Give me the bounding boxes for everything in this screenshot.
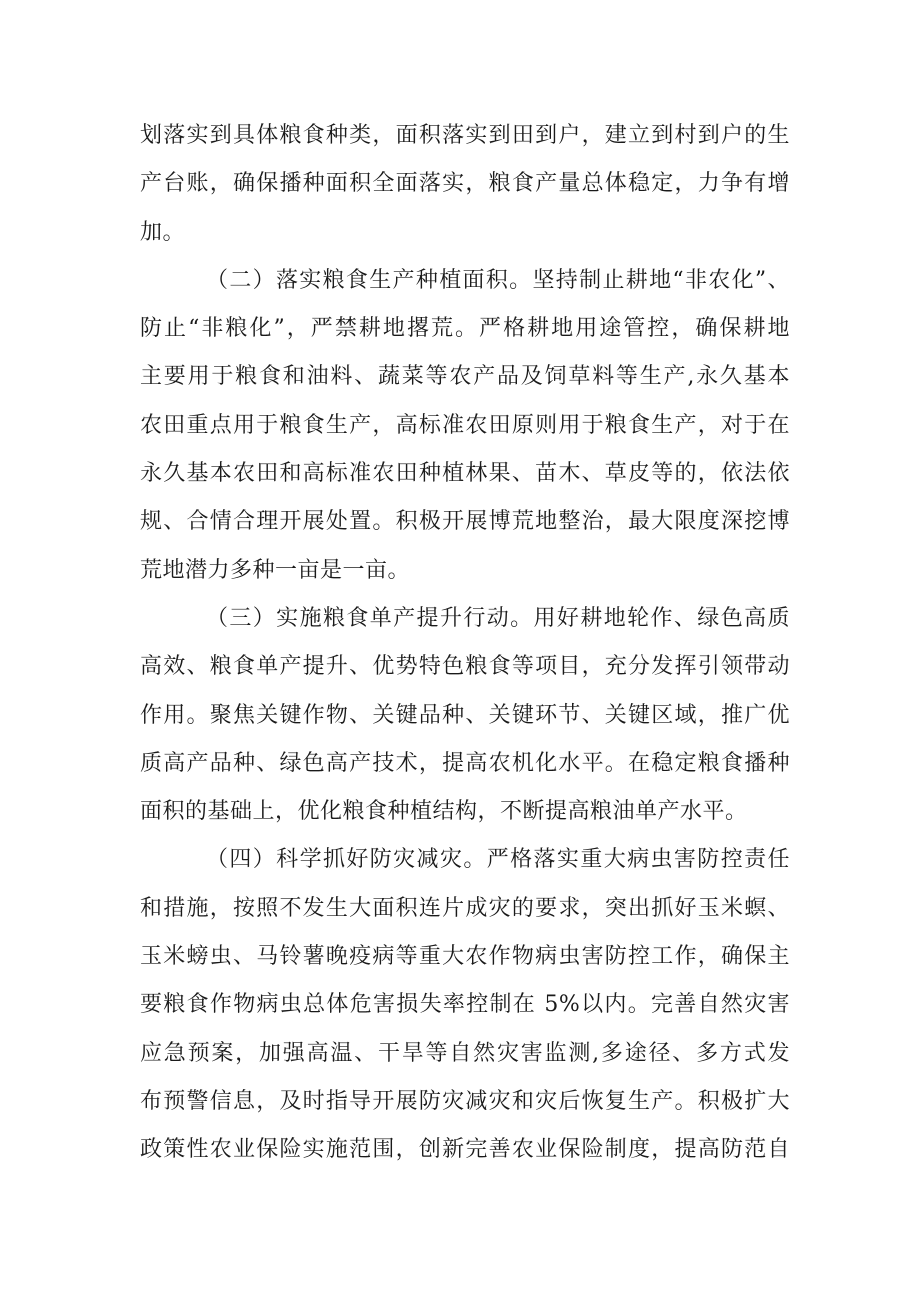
text-line: 规、合情合理开展处置。积极开展博荒地整治，最大限度深挖博: [140, 509, 790, 535]
text-line: 应急预案，加强高温、干旱等自然灾害监测,多途径、多方式发: [140, 1040, 790, 1066]
text-line: 产台账，确保播种面积全面落实，粮食产量总体稳定，力争有增: [140, 171, 790, 197]
text-line: 和措施，按照不发生大面积连片成灾的要求，突出抓好玉米螟、: [140, 895, 790, 921]
text-line: （二）落实粮食生产种植面积。坚持制止耕地“非农化”、: [206, 267, 790, 293]
text-line: 主要用于粮食和油料、蔬菜等农产品及饲草料等生产,永久基本: [140, 364, 790, 390]
text-line: 加。: [140, 219, 186, 245]
text-line: （三）实施粮食单产提升行动。用好耕地轮作、绿色高质: [206, 605, 790, 631]
text-line: 高效、粮食单产提升、优势特色粮食等项目，充分发挥引领带动: [140, 654, 790, 680]
paragraph-section-2: [140, 257, 790, 595]
paragraph-section-3: [140, 595, 790, 836]
text-line: 玉米螃虫、马铃薯晚疫病等重大农作物病虫害防控工作，确保主: [140, 944, 790, 970]
text-line: 布预警信息，及时指导开展防灾减灾和灾后恢复生产。积极扩大: [140, 1088, 790, 1114]
text-line: 防止“非粮化”，严禁耕地撂荒。严格耕地用途管控，确保耕地: [140, 316, 790, 342]
text-line: 荒地潜力多种一亩是一亩。: [140, 557, 411, 583]
paragraph-continuation: [140, 112, 790, 257]
text-line: 质高产品种、绿色高产技术，提高农机化水平。在稳定粮食播种: [140, 750, 790, 776]
text-line: （四）科学抓好防灾减灾。严格落实重大病虫害防控责任: [206, 847, 790, 873]
text-line: 要粮食作物病虫总体危害损失率控制在 5%以内。完善自然灾害: [140, 992, 790, 1018]
text-line: 作用。聚焦关键作物、关键品种、关键环节、关键区域，推广优: [140, 702, 790, 728]
text-line: 划落实到具体粮食种类，面积落实到田到户，建立到村到户的生: [140, 123, 790, 148]
paragraph-section-4: [140, 836, 790, 1174]
text-line: 面积的基础上，优化粮食种植结构，不断提高粮油单产水平。: [140, 799, 748, 825]
text-line: 永久基本农田和高标准农田种植林果、苗木、草皮等的，依法依: [140, 461, 790, 487]
text-line: 农田重点用于粮食生产，高标准农田原则用于粮食生产，对于在: [140, 412, 790, 438]
document-body: [140, 112, 790, 1175]
text-line: 政策性农业保险实施范围，创新完善农业保险制度，提高防范自: [140, 1137, 790, 1163]
